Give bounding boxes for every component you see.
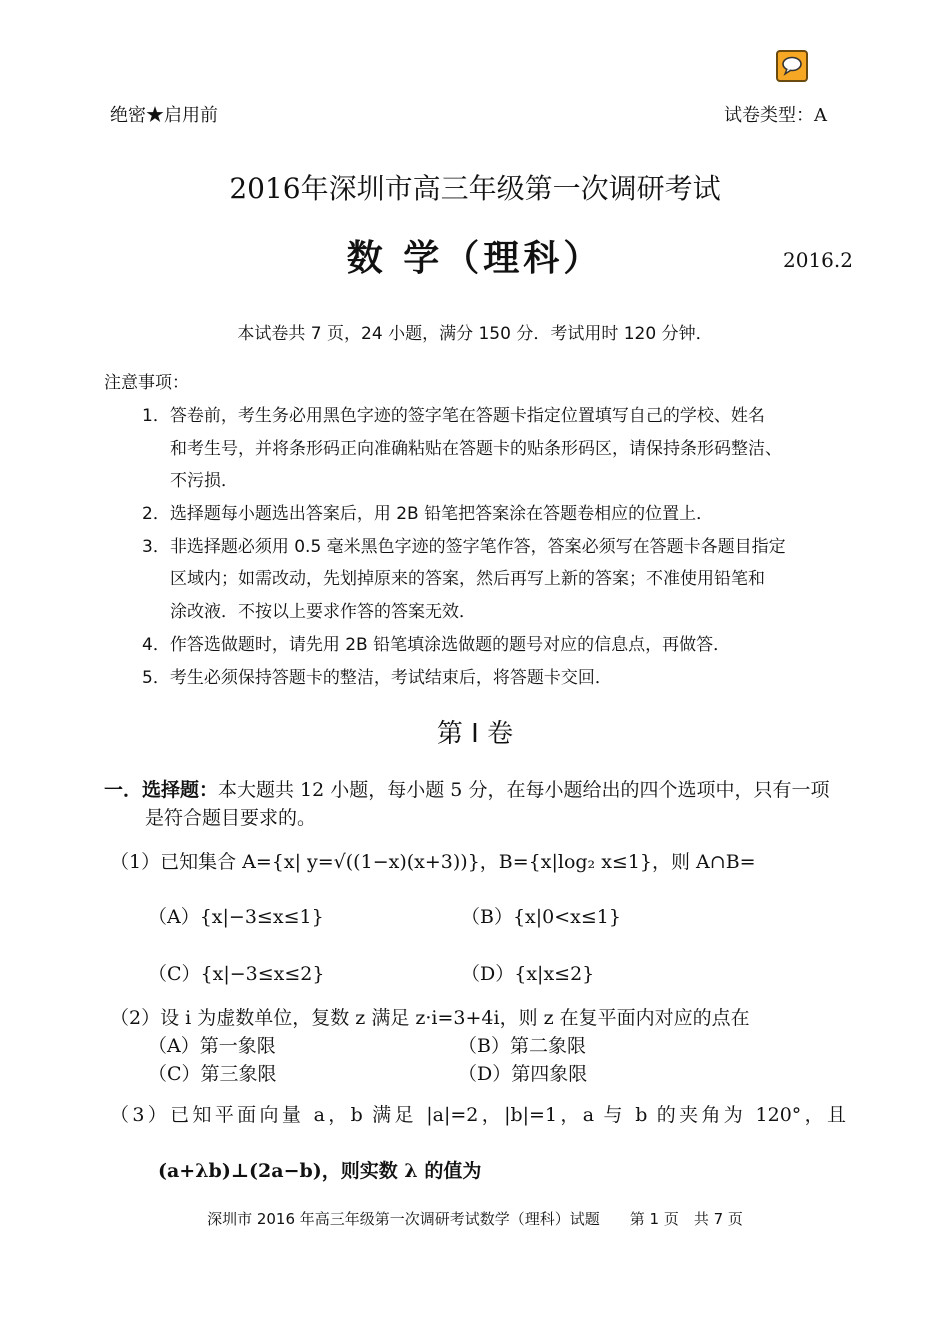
- q1-option-a: （A）{x|−3≤x≤1}: [148, 906, 324, 928]
- question-3-stem: （3）已知平面向量 a，b 满足 |a|=2，|b|=1，a 与 b 的夹角为 120°，且: [110, 1104, 846, 1126]
- q1-option-b: （B）{x|0<x≤1}: [461, 906, 621, 928]
- paper-type-label: 试卷类型：A: [724, 105, 827, 126]
- section-heading: [104, 775, 829, 802]
- notice-line: 1．答卷前，考生务必用黑色字迹的签字笔在答题卡指定位置填写自己的学校、姓名: [142, 406, 765, 426]
- section-text-cont: 是符合题目要求的。: [145, 807, 317, 829]
- section-text: 本大题共 12 小题，每小题 5 分，在每小题给出的四个选项中，只有一项: [218, 779, 830, 801]
- exam-intro: 本试卷共 7 页，24 小题，满分 150 分．考试用时 120 分钟．: [237, 324, 713, 344]
- question-3-condition: (a+λb)⊥(2a−b)，则实数 λ 的值为: [158, 1160, 482, 1182]
- part-heading: 第 I 卷: [436, 719, 514, 749]
- q2-option-d: （D）第四象限: [458, 1063, 588, 1085]
- notice-line: 区域内；如需改动，先划掉原来的答案，然后再写上新的答案；不准使用铅笔和: [170, 569, 765, 589]
- q1-option-d: （D）{x|x≤2}: [461, 963, 595, 985]
- notice-line: 3．非选择题必须用 0.5 毫米黑色字迹的签字笔作答，答案必须写在答题卡各题目指定: [142, 537, 786, 557]
- question-2-stem: （2）设 i 为虚数单位，复数 z 满足 z·i=3+4i，则 z 在复平面内对应的点在: [110, 1007, 750, 1029]
- notice-line: 5．考生必须保持答题卡的整洁，考试结束后，将答题卡交回．: [142, 668, 612, 688]
- notice-line: 涂改液．不按以上要求作答的答案无效．: [170, 602, 476, 622]
- section-label: 一．选择题：: [104, 779, 219, 801]
- notice-heading: 注意事项：: [104, 373, 189, 393]
- q1-option-c: （C）{x|−3≤x≤2}: [148, 963, 325, 985]
- q2-option-a: （A）第一象限: [148, 1035, 276, 1057]
- notice-line: 和考生号，并将条形码正向准确粘贴在答题卡的贴条形码区，请保持条形码整洁、: [170, 439, 782, 459]
- subject-title: 数 学（理科）: [346, 238, 604, 279]
- exam-title: 2016年深圳市高三年级第一次调研考试: [229, 172, 721, 205]
- comment-icon[interactable]: [776, 50, 808, 82]
- question-1-stem: （1）已知集合 A={x| y=√((1−x)(x+3))}，B={x|log₂ x≤1}，则 A∩B=: [110, 851, 756, 873]
- exam-date: 2016.2: [783, 248, 853, 272]
- secret-label: 绝密★启用前: [110, 105, 218, 126]
- q2-option-b: （B）第二象限: [458, 1035, 586, 1057]
- notice-line: 4．作答选做题时，请先用 2B 铅笔填涂选做题的题号对应的信息点，再做答．: [142, 635, 731, 655]
- notice-line: 2．选择题每小题选出答案后，用 2B 铅笔把答案涂在答题卷相应的位置上．: [142, 504, 714, 524]
- notice-line: 不污损．: [170, 471, 238, 491]
- page-footer: 深圳市 2016 年高三年级第一次调研考试数学（理科）试题 第 1 页 共 7 页: [207, 1210, 743, 1228]
- q2-option-c: （C）第三象限: [148, 1063, 277, 1085]
